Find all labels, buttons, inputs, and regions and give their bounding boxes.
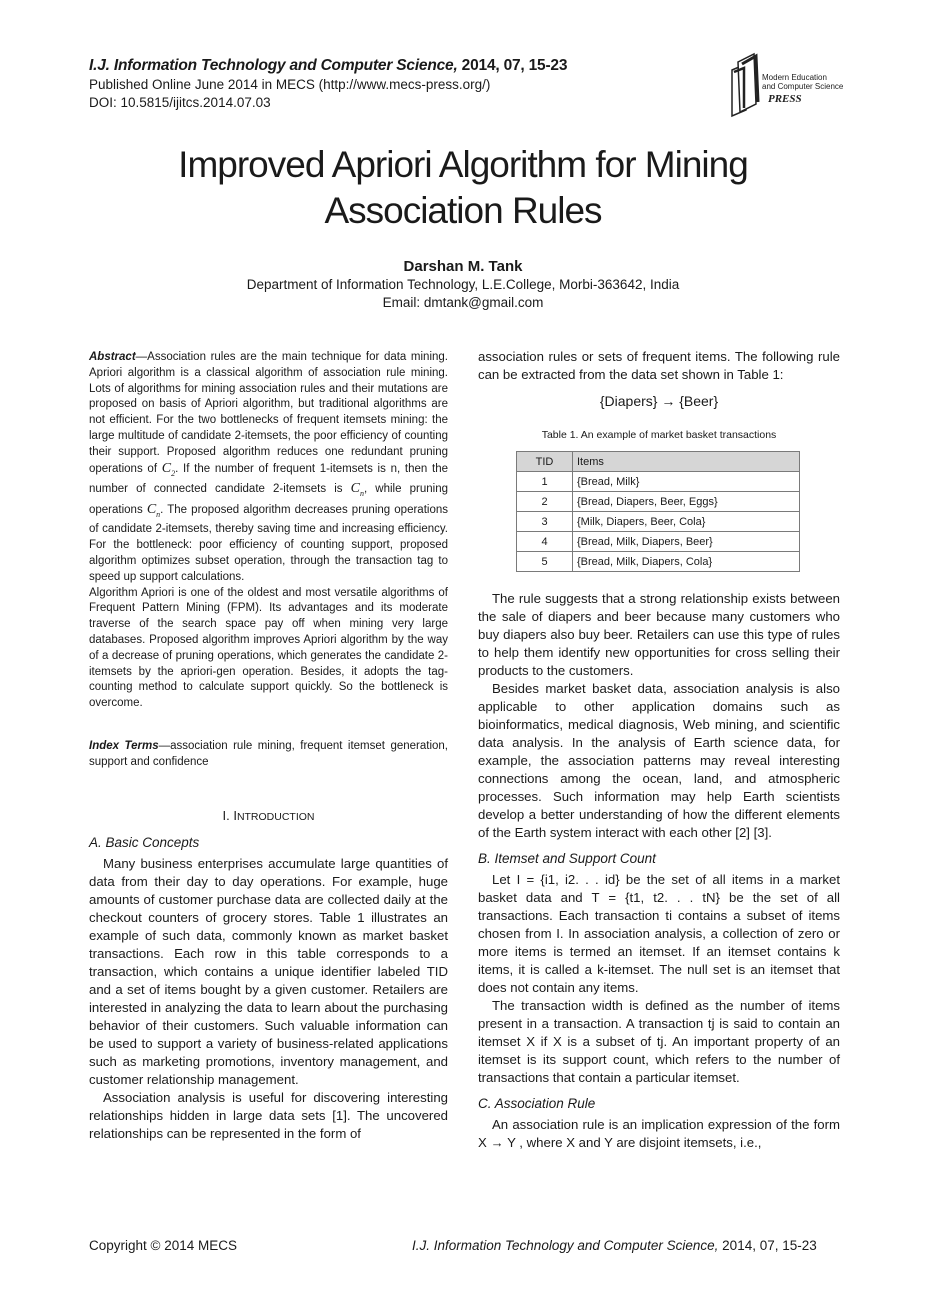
math-cn-2: $C_n$ xyxy=(146,501,161,519)
table-row xyxy=(517,532,800,552)
index-terms xyxy=(89,739,448,771)
abstract-label: Abstract xyxy=(89,351,136,363)
subsection-itemset-support: B. Itemset and Support Count xyxy=(478,851,656,866)
publisher-logo xyxy=(728,52,843,120)
paper-title xyxy=(0,142,926,234)
abstract-text-3: , while pruning operations xyxy=(89,483,449,516)
table-row xyxy=(517,552,800,572)
index-terms-text: association rule mining, frequent itemset generation, support and confidence xyxy=(89,739,448,768)
abstract-text-2: . If the number of frequent 1-itemsets is n, then the number of connected candidate 2-itemsets is xyxy=(89,462,448,496)
journal-issue: 2014, 07, 15-23 xyxy=(457,57,568,74)
column-header-tid: TID xyxy=(517,452,573,472)
title-line-1: Improved Apriori Algorithm for Mining xyxy=(178,144,748,185)
index-terms-dash: — xyxy=(158,739,171,752)
market-basket-table xyxy=(516,451,800,572)
index-terms-label: Index Terms xyxy=(89,739,159,752)
published-line: Published Online June 2014 in MECS (http://www.mecs-press.org/) xyxy=(89,77,491,92)
author-affiliation: Department of Information Technology, L.E.College, Morbi-363642, India xyxy=(246,277,680,292)
math-cn-1: $C_n$ xyxy=(350,481,364,498)
paragraph: The rule suggests that a strong relationship exists between the sale of diapers and beer because many customers who buy diapers also buy beer. Retailers can use this type of rules to help them identify new opportunities for cross selling their products to the customers. xyxy=(478,591,840,678)
cell-tid: 3 xyxy=(517,512,573,532)
logo-line1: Modern Education xyxy=(762,73,827,82)
cell-items: {Bread, Milk} xyxy=(573,472,800,492)
paragraph: The transaction width is defined as the number of items present in a transaction. A transaction tj is said to contain an itemset X if X is a subset of tj. An important property of an itemset is its support count, which refers to the number of transactions that contain a particular itemset. xyxy=(478,998,840,1085)
author-email: Email: dmtank@gmail.com xyxy=(382,295,544,310)
cell-tid: 5 xyxy=(517,552,573,572)
subsection-association-rule: C. Association Rule xyxy=(478,1096,596,1111)
abstract-text-4: . The proposed algorithm decreases pruning operations of candidate 2-itemsets, thereby saving time and increasing efficiency. For the bottleneck: poor efficiency of counting support, proposed algorithm optimizes subset operation, through the transaction tag to speed up support calculations. xyxy=(89,503,448,583)
journal-header xyxy=(89,57,567,75)
cell-tid: 2 xyxy=(517,492,573,512)
right-column xyxy=(478,348,840,1152)
abstract-dash: — xyxy=(135,351,148,363)
title-line-2: Association Rules xyxy=(324,190,602,231)
book-icon xyxy=(728,52,843,120)
journal-name: I.J. Information Technology and Computer Science, xyxy=(89,57,458,74)
table-row xyxy=(517,512,800,532)
subsection-basic-concepts: A. Basic Concepts xyxy=(89,834,200,850)
logo-line3: PRESS xyxy=(768,93,802,105)
cell-items: {Bread, Milk, Diapers, Beer} xyxy=(573,532,800,552)
cell-items: {Bread, Milk, Diapers, Cola} xyxy=(573,552,800,572)
footer-copyright: Copyright © 2014 MECS xyxy=(89,1238,238,1253)
paragraph: Besides market basket data, association analysis is also applicable to other application domains such as bioinformatics, medical diagnosis, Web mining, and scientific data analysis. In the analysis of Earth science data, for example, the association patterns may reveal interesting connections among the ocean, land, and atmospheric processes. Such information may help Earth scientists develop a better understanding of how the different elements of the Earth system interact with each other [2] [3]. xyxy=(478,681,840,840)
table-caption: Table 1. An example of market basket transactions xyxy=(541,429,777,441)
cell-items: {Bread, Diapers, Beer, Eggs} xyxy=(573,492,800,512)
paragraph: An association rule is an implication expression of the form X → Y , where X and Y are disjoint itemsets, i.e., xyxy=(478,1117,840,1150)
association-rule-example: {Diapers} → {Beer} xyxy=(599,393,719,409)
math-c2: $C_2$ xyxy=(161,460,176,478)
cell-tid: 4 xyxy=(517,532,573,552)
author-name: Darshan M. Tank xyxy=(403,258,523,275)
cell-items: {Milk, Diapers, Beer, Cola} xyxy=(573,512,800,532)
paragraph: association rules or sets of frequent items. The following rule can be extracted from the data set shown in Table 1: xyxy=(478,349,840,382)
abstract-text-5: Algorithm Apriori is one of the oldest and most versatile algorithms of Frequent Pattern Mining (FPM). Its advantages and its moderate traverse of the search space pay off when mining very large databases. Proposed algorithm improves Apriori algorithm by the way of a decrease of pruning operations, which generates the candidate 2-itemsets by the apriori-gen operation. Besides, it adopts the tag-counting method to calculate support quickly. So the bottleneck is overcome. xyxy=(89,586,448,710)
footer-journal-issue: 2014, 07, 15-23 xyxy=(718,1238,817,1253)
table-row xyxy=(517,472,800,492)
footer-journal-name: I.J. Information Technology and Computer Science, xyxy=(412,1238,719,1253)
abstract-text-1: Association rules are the main technique for data mining. Apriori algorithm is a classical algorithm of association rule mining. Lots of algorithms for mining association rules and their mutations are proposed on basis of Apriori algorithm, but traditional algorithms are not efficient. For the two bottlenecks of frequent itemsets mining: the large multitude of candidate 2-itemsets, the poor efficiency of counting their support. Proposed algorithm reduces one redundant pruning operations of xyxy=(89,351,448,475)
cell-tid: 1 xyxy=(517,472,573,492)
section-heading-introduction: I. INTRODUCTION xyxy=(222,807,315,823)
table-row xyxy=(517,492,800,512)
paragraph: Let I = {i1, i2. . . id} be the set of all items in a market basket data and T = {t1, t2. . . tN} be the set of all transactions. Each transaction ti contains a subset of items chosen from I. In association analysis, a collection of zero or more items is termed an itemset. If an itemset contains k items, it is called a k-itemset. The null set is an itemset that does not contain any items. xyxy=(478,872,840,995)
table-header-row xyxy=(517,452,800,472)
paragraph: Association analysis is useful for discovering interesting relationships hidden in large data sets [1]. The uncovered relationships can be represented in the form of xyxy=(89,1089,448,1141)
left-column xyxy=(89,350,448,1143)
doi-line: DOI: 10.5815/ijitcs.2014.07.03 xyxy=(89,95,271,110)
paragraph: Many business enterprises accumulate large quantities of data from their day to day operations. For example, huge amounts of customer purchase data are collected daily at the checkout counters of grocery stores. Table 1 illustrates an example of such data, commonly known as market basket transactions. Each row in this table corresponds to a transaction, which contains a unique identifier labeled TID and a set of items bought by a given customer. Retailers are interested in analyzing the data to learn about the purchasing behavior of their customers. Such valuable information can be used to support a variety of business-related applications such as marketing promotions, inventory management, and customer relationship management. xyxy=(89,855,448,1087)
column-header-items: Items xyxy=(573,452,800,472)
footer-journal xyxy=(412,1238,817,1253)
logo-line2: and Computer Science xyxy=(762,82,843,91)
abstract xyxy=(89,350,448,712)
